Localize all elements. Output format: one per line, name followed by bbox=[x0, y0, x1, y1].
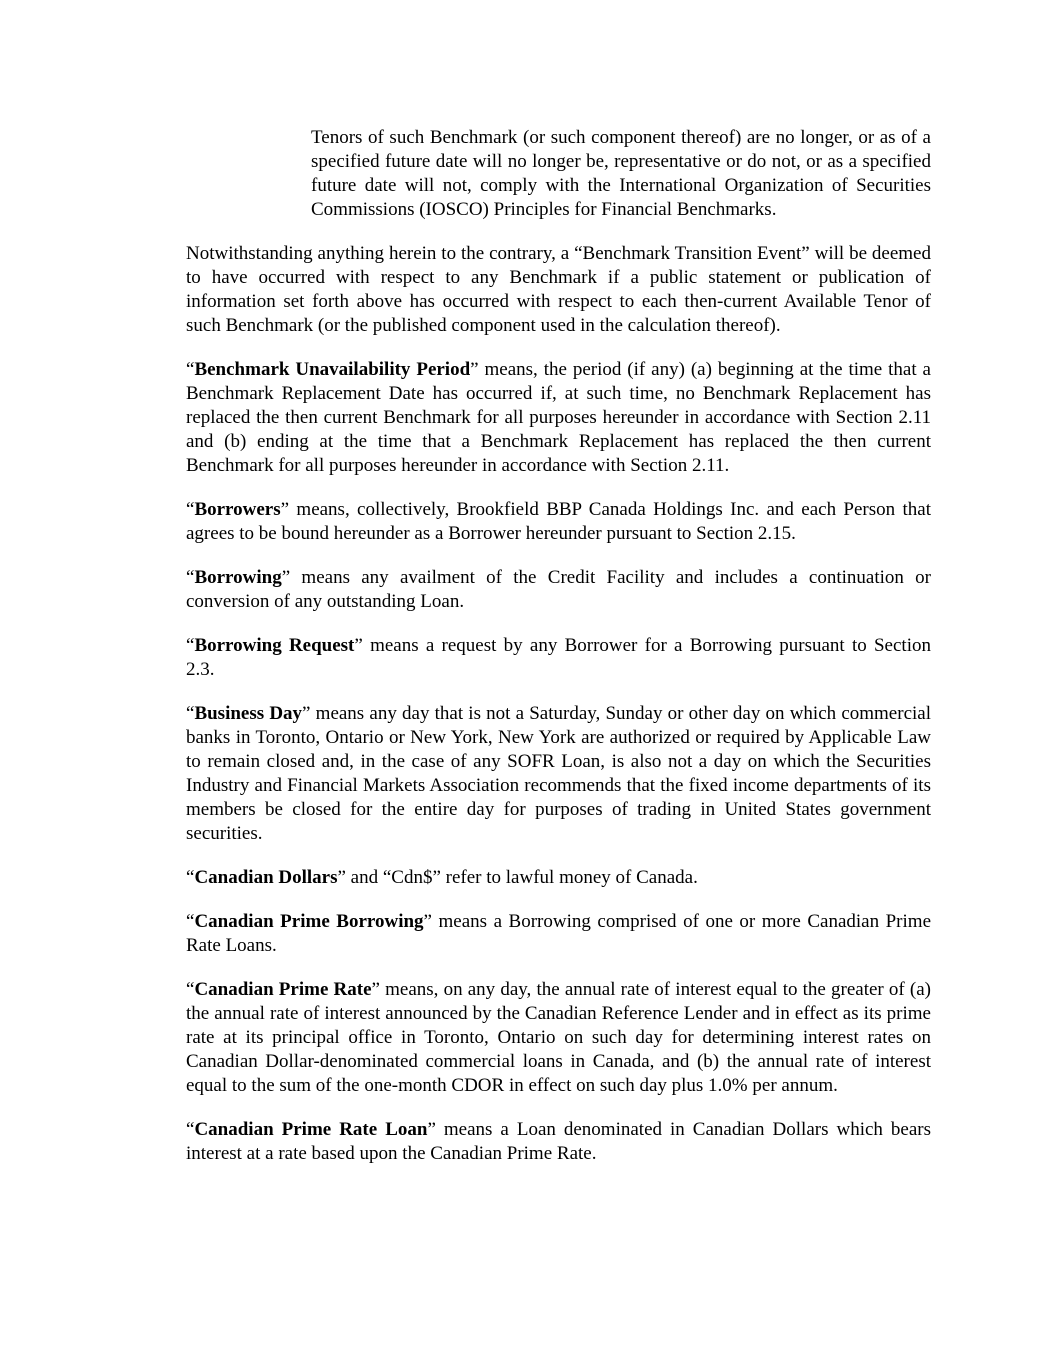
definition-text: ” means, collectively, Brookfield BBP Canada Holdings Inc. and each Person that agrees to be bound hereunder as a Borrower hereunder pursuant to Section 2.15. bbox=[186, 499, 931, 544]
definition-term: Benchmark Unavailability Period bbox=[194, 359, 471, 380]
definition-paragraph: “Borrowing” means any availment of the Credit Facility and includes a continuation or conversion of any outstanding Loan. bbox=[186, 567, 931, 612]
notwithstanding-paragraph: Notwithstanding anything herein to the contrary, a “Benchmark Transition Event” will be deemed to have occurred with respect to any Benchmark if a public statement or publication of information set forth above has occurred with respect to each then-current Available Tenor of such Benchmark (or the published component used in the calculation thereof). bbox=[186, 243, 931, 336]
definition-term: Canadian Prime Rate bbox=[194, 979, 372, 1000]
definition-paragraph: “Canadian Prime Rate Loan” means a Loan denominated in Canadian Dollars which bears interest at a rate based upon the Canadian Prime Rate. bbox=[186, 1119, 931, 1164]
definition-term: Canadian Dollars bbox=[194, 867, 338, 888]
indented-clause-paragraph: Tenors of such Benchmark (or such component thereof) are no longer, or as of a specified future date will no longer be, representative or do not, or as a specified future date will not, comply with the International Organization of Securities Commissions (IOSCO) Principles for Financial Benchmarks. bbox=[311, 127, 931, 220]
definition-paragraph: “Borrowing Request” means a request by any Borrower for a Borrowing pursuant to Section 2.3. bbox=[186, 635, 931, 680]
definition-text: ” means a request by any Borrower for a Borrowing pursuant to Section 2.3. bbox=[186, 635, 931, 680]
definition-text: ” and “Cdn$” refer to lawful money of Canada. bbox=[337, 867, 698, 888]
definition-term: Canadian Prime Rate Loan bbox=[194, 1119, 428, 1140]
definition-term: Borrowing Request bbox=[194, 635, 355, 656]
definition-text: ” means any day that is not a Saturday, Sunday or other day on which commercial banks in Toronto, Ontario or New York, New York are authorized or required by Applicable Law to remain closed and, in the case of any SOFR Loan, is also not a day on which the Securities Industry and Financial Markets Association recommends that the fixed income departments of its members be closed for the entire day for purposes of trading in United States government securities. bbox=[186, 703, 931, 844]
definition-paragraph: “Canadian Prime Rate” means, on any day, the annual rate of interest equal to the greater of (a) the annual rate of interest announced by the Canadian Reference Lender and in effect as its prime rate at its principal office in Toronto, Ontario on such day for determining interest rates on Canadian Dollar-denominated commercial loans in Canada, and (b) the annual rate of interest equal to the sum of the one-month CDOR in effect on such day plus 1.0% per annum. bbox=[186, 979, 931, 1096]
definition-text: ” means a Loan denominated in Canadian Dollars which bears interest at a rate based upon the Canadian Prime Rate. bbox=[186, 1119, 931, 1164]
definition-text: ” means a Borrowing comprised of one or more Canadian Prime Rate Loans. bbox=[186, 911, 931, 956]
definition-text: ” means any availment of the Credit Facility and includes a continuation or conversion of any outstanding Loan. bbox=[186, 567, 931, 612]
definition-paragraph: “Benchmark Unavailability Period” means, the period (if any) (a) beginning at the time that a Benchmark Replacement Date has occurred if, at such time, no Benchmark Replacement has replaced the then current Benchmark for all purposes hereunder in accordance with Section 2.11 and (b) ending at the time that a Benchmark Replacement has replaced the then current Benchmark for all purposes hereunder in accordance with Section 2.11. bbox=[186, 359, 931, 476]
definition-paragraph: “Borrowers” means, collectively, Brookfield BBP Canada Holdings Inc. and each Person that agrees to be bound hereunder as a Borrower hereunder pursuant to Section 2.15. bbox=[186, 499, 931, 544]
definition-paragraph: “Canadian Prime Borrowing” means a Borrowing comprised of one or more Canadian Prime Rate Loans. bbox=[186, 911, 931, 956]
definitions-section bbox=[186, 242, 931, 1186]
definition-paragraph: “Business Day” means any day that is not a Saturday, Sunday or other day on which commercial banks in Toronto, Ontario or New York, New York are authorized or required by Applicable Law to remain closed and, in the case of any SOFR Loan, is also not a day on which the Securities Industry and Financial Markets Association recommends that the fixed income departments of its members be closed for the entire day for purposes of trading in United States government securities. bbox=[186, 703, 931, 844]
definition-text: ” means, on any day, the annual rate of interest equal to the greater of (a) the annual rate of interest announced by the Canadian Reference Lender and in effect as its prime rate at its principal office in Toronto, Ontario on such day for determining interest rates on Canadian Dollar-denominated commercial loans in Canada, and (b) the annual rate of interest equal to the sum of the one-month CDOR in effect on such day plus 1.0% per annum. bbox=[186, 979, 931, 1096]
definition-term: Borrowers bbox=[194, 499, 281, 520]
definition-term: Borrowing bbox=[194, 567, 282, 588]
definition-term: Business Day bbox=[194, 703, 303, 724]
definition-term: Canadian Prime Borrowing bbox=[194, 911, 424, 932]
definition-text: ” means, the period (if any) (a) beginning at the time that a Benchmark Replacement Date has occurred if, at such time, no Benchmark Replacement has replaced the then current Benchmark for all purposes hereunder in accordance with Section 2.11 and (b) ending at the time that a Benchmark Replacement has replaced the then current Benchmark for all purposes hereunder in accordance with Section 2.11. bbox=[186, 359, 931, 476]
definition-paragraph: “Canadian Dollars” and “Cdn$” refer to lawful money of Canada. bbox=[186, 867, 698, 888]
